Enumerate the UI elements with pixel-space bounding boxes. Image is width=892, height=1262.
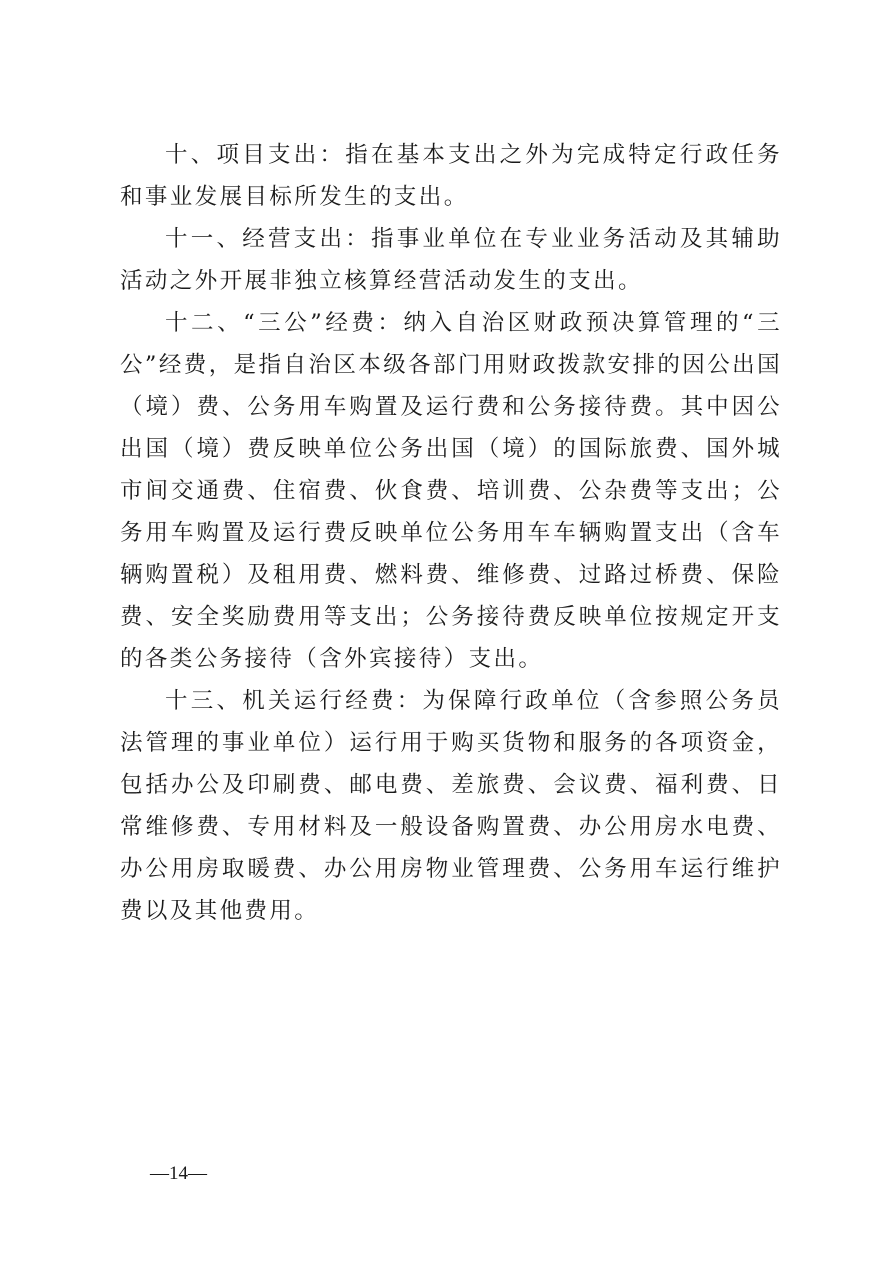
paragraph-operating-expenditure: 十一、经营支出：指事业单位在专业业务活动及其辅助活动之外开展非独立核算经营活动发生的支出。 [120, 226, 782, 294]
document-body [120, 134, 782, 932]
page-number: —14— [150, 1163, 207, 1184]
paragraph-three-public-expenses: 十二、“三公”经费：纳入自治区财政预决算管理的“三公”经费，是指自治区本级各部门用财政拨款安排的因公出国（境）费、公务用车购置及运行费和公务接待费。其中因公出国（境）费反映单位公务出国（境）的国际旅费、国外城市间交通费、住宿费、伙食费、培训费、公杂费等支出；公务用车购置及运行费反映单位公务用车车辆购置支出（含车辆购置税）及租用费、燃料费、维修费、过路过桥费、保险费、安全奖励费用等支出；公务接待费反映单位按规定开支的各类公务接待（含外宾接待）支出。 [120, 310, 782, 672]
paragraph-agency-operating-expenses: 十三、机关运行经费：为保障行政单位（含参照公务员法管理的事业单位）运行用于购买货物和服务的各项资金，包括办公及印刷费、邮电费、差旅费、会议费、福利费、日常维修费、专用材料及一般设备购置费、办公用房水电费、办公用房取暖费、办公用房物业管理费、公务用车运行维护费以及其他费用。 [120, 688, 782, 924]
paragraph-project-expenditure: 十、项目支出：指在基本支出之外为完成特定行政任务和事业发展目标所发生的支出。 [120, 142, 782, 210]
